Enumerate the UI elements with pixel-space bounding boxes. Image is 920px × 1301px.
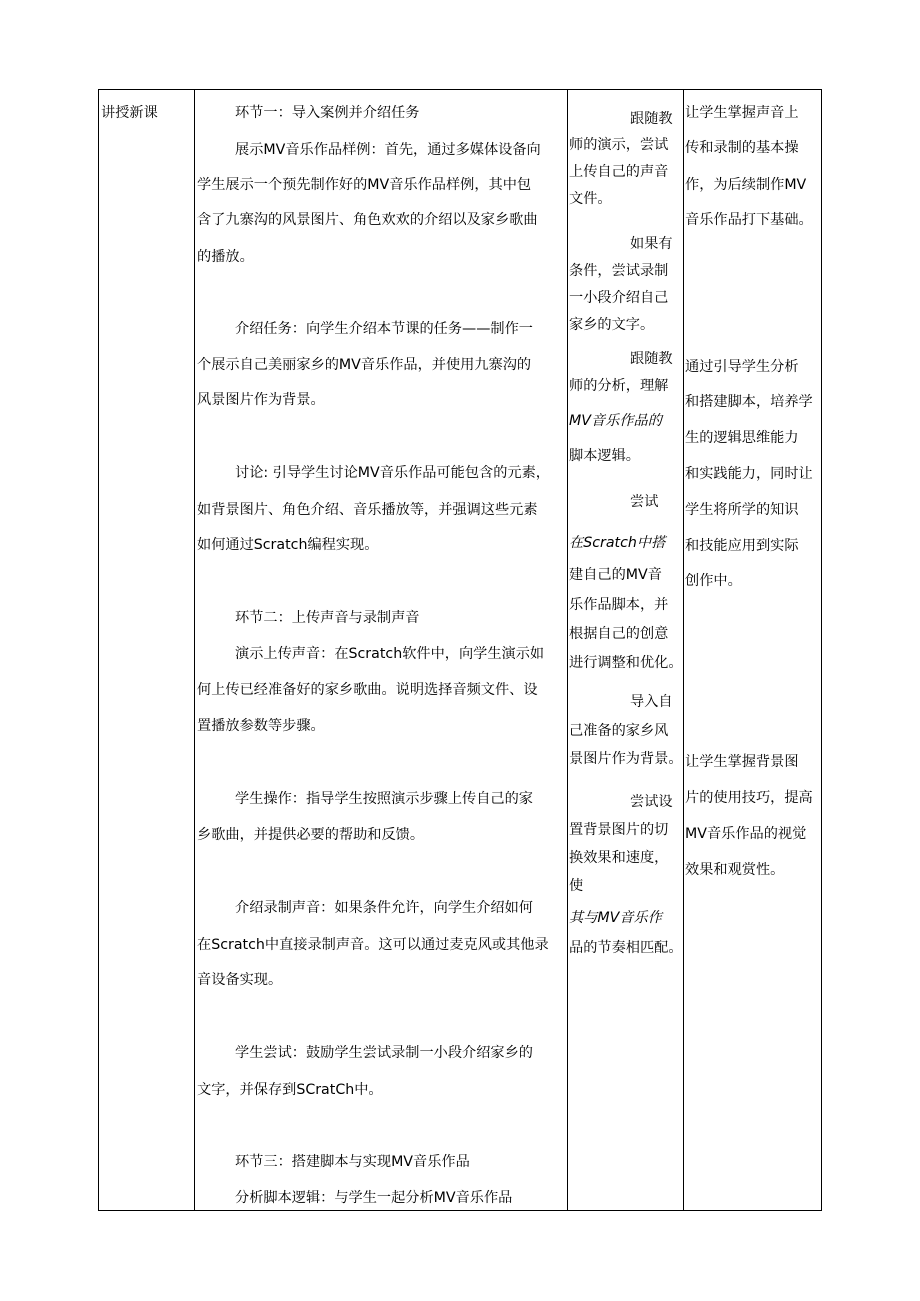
student-line: MV音乐作品的 — [569, 413, 662, 429]
teacher-line: 文字，并保存到SCratCh中。 — [197, 1082, 383, 1098]
teacher-line: 展示MV音乐作品样例：首先，通过多媒体设备向 — [235, 142, 541, 158]
student-activity-cell — [568, 90, 684, 1211]
student-line: 己准备的家乡风 — [569, 723, 669, 739]
teacher-line: 学生尝试：鼓励学生尝试录制一小段介绍家乡的 — [235, 1045, 533, 1061]
teacher-line: 音设备实现。 — [197, 972, 283, 988]
student-line: 跟随教 — [630, 351, 673, 367]
student-line: 根据自己的创意 — [569, 626, 669, 642]
intent-line: 和搭建脚本，培养学 — [685, 394, 813, 410]
intent-line: 通过引导学生分析 — [685, 359, 799, 375]
teacher-line: 风景图片作为背景。 — [197, 392, 325, 408]
intent-line: 和技能应用到实际 — [685, 538, 799, 554]
student-line: 条件，尝试录制 — [569, 263, 669, 279]
teacher-line: 介绍任务：向学生介绍本节课的任务——制作一 — [235, 321, 533, 337]
student-line: 上传自己的声音 — [569, 164, 669, 180]
teacher-line: 环节三：搭建脚本与实现MV音乐作品 — [235, 1154, 470, 1170]
student-line: 跟随教 — [630, 111, 673, 127]
section-label: 讲授新课 — [101, 105, 158, 121]
intent-line: 生的逻辑思维能力 — [685, 430, 799, 446]
student-line: 如果有 — [630, 236, 673, 252]
student-line: 进行调整和优化。 — [569, 655, 683, 671]
student-line: 一小段介绍自己 — [569, 290, 669, 306]
teacher-line: 环节二：上传声音与录制声音 — [235, 610, 420, 626]
student-line: 建自己的MV音 — [569, 567, 662, 583]
student-line: 换效果和速度， — [569, 850, 669, 866]
teacher-line: 个展示自己美丽家乡的MV音乐作品，并使用九寨沟的 — [197, 357, 532, 373]
teacher-line: 置播放参数等步骤。 — [197, 718, 325, 734]
intent-line: 音乐作品打下基础。 — [685, 212, 813, 228]
student-line: 品的节奏相匹配。 — [569, 940, 683, 956]
intent-line: 让学生掌握声音上 — [685, 105, 799, 121]
intent-line: 让学生掌握背景图 — [685, 754, 799, 770]
intent-line: 片的使用技巧，提高 — [685, 790, 813, 806]
teacher-line: 环节一：导入案例并介绍任务 — [235, 105, 420, 121]
teacher-line: 分析脚本逻辑：与学生一起分析MV音乐作品 — [235, 1190, 513, 1206]
intent-line: 效果和观赏性。 — [685, 862, 785, 878]
student-line: 导入自 — [630, 694, 673, 710]
teacher-line: 的播放。 — [197, 249, 254, 265]
student-line: 尝试 — [630, 494, 659, 510]
lesson-plan-table — [98, 89, 822, 1211]
intent-line: 和实践能力，同时让 — [685, 466, 813, 482]
teacher-line: 在Scratch中直接录制声音。这可以通过麦克风或其他录 — [197, 937, 549, 953]
teacher-line: 介绍录制声音：如果条件允许，向学生介绍如何 — [235, 900, 533, 916]
intent-line: MV音乐作品的视觉 — [685, 826, 807, 842]
student-line: 师的演示，尝试 — [569, 137, 669, 153]
student-line: 尝试设 — [630, 794, 673, 810]
section-label-cell — [99, 90, 195, 1211]
student-line: 乐作品脚本，并 — [569, 597, 669, 613]
student-line: 使 — [569, 878, 584, 894]
student-line: 景图片作为背景。 — [569, 751, 683, 767]
teacher-line: 乡歌曲，并提供必要的帮助和反馈。 — [197, 827, 425, 843]
table-row — [99, 90, 822, 1211]
student-line: 置背景图片的切 — [569, 822, 669, 838]
student-line: 文件。 — [569, 191, 612, 207]
student-line: 脚本逻辑。 — [569, 448, 640, 464]
teacher-line: 讨论: 引导学生讨论MV音乐作品可能包含的元素， — [235, 465, 550, 481]
design-intent-cell — [684, 90, 822, 1211]
student-line: 其与MV音乐作 — [569, 910, 662, 926]
teacher-line: 如背景图片、角色介绍、音乐播放等，并强调这些元素 — [197, 502, 538, 518]
student-line: 家乡的文字。 — [569, 317, 655, 333]
teacher-line: 含了九寨沟的风景图片、角色欢欢的介绍以及家乡歌曲 — [197, 212, 538, 228]
teacher-line: 学生展示一个预先制作好的MV音乐作品样例，其中包 — [197, 177, 532, 193]
teacher-line: 何上传已经准备好的家乡歌曲。说明选择音频文件、设 — [197, 682, 538, 698]
teacher-activity-cell — [195, 90, 568, 1211]
intent-line: 学生将所学的知识 — [685, 502, 799, 518]
intent-line: 作，为后续制作MV — [685, 177, 807, 193]
intent-line: 创作中。 — [685, 573, 742, 589]
student-line: 师的分析，理解 — [569, 378, 669, 394]
teacher-line: 如何通过Scratch编程实现。 — [197, 537, 379, 553]
teacher-line: 学生操作：指导学生按照演示步骤上传自己的家 — [235, 791, 533, 807]
teacher-line: 演示上传声音：在Scratch软件中，向学生演示如 — [235, 646, 545, 662]
intent-line: 传和录制的基本操 — [685, 140, 799, 156]
student-line: 在Scratch中搭 — [569, 535, 666, 551]
